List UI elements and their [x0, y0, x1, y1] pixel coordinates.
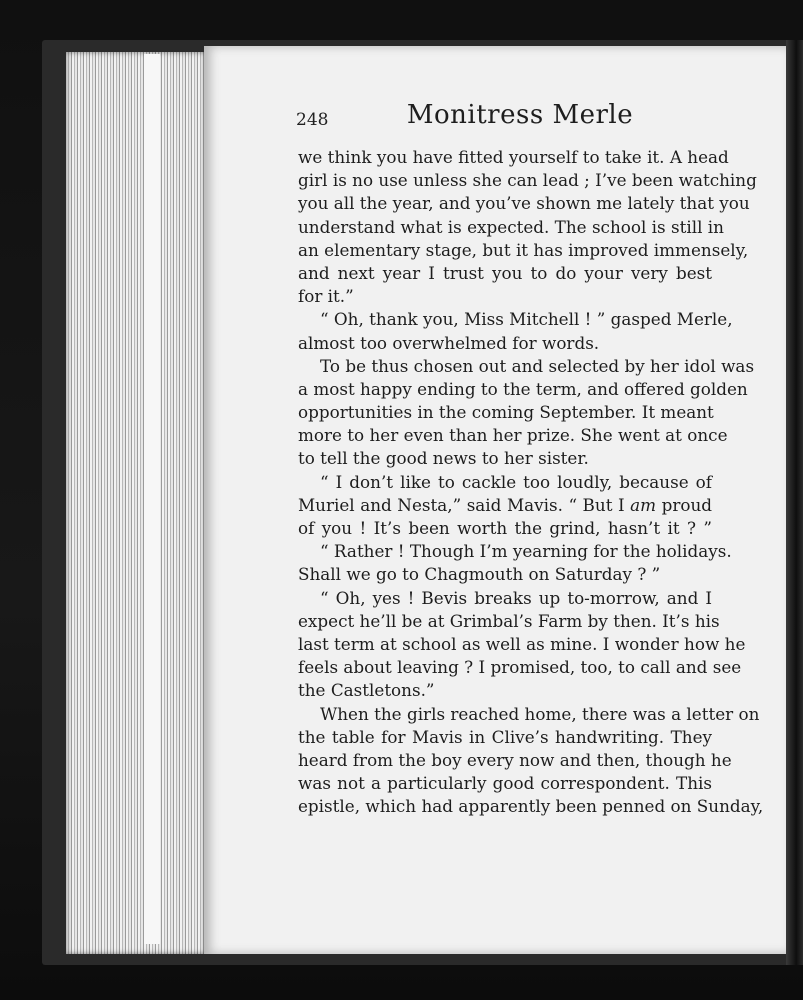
text-line: “ I don’t like to cackle too loudly, because of: [320, 471, 712, 492]
text-line: “ Rather ! Though I’m yearning for the holidays.: [320, 541, 732, 562]
text-line: heard from the boy every now and then, though he: [298, 749, 732, 770]
page-edge-highlight: [144, 54, 160, 944]
text-line: the Castletons.”: [298, 680, 435, 701]
book-spine-edge: [786, 40, 803, 965]
running-title: Monitress Merle: [406, 100, 634, 130]
text-line: expect he’ll be at Grimbal’s Farm by then. It’s his: [298, 610, 720, 631]
text-line: understand what is expected. The school is still in: [298, 216, 724, 237]
page-number: 248: [296, 110, 329, 130]
emphasized-word: am: [630, 494, 657, 515]
text-line: an elementary stage, but it has improved immensely,: [298, 239, 749, 260]
text-segment: proud: [661, 494, 712, 515]
page-edges: [66, 52, 206, 954]
text-line: Shall we go to Chagmouth on Saturday ? ”: [298, 564, 661, 585]
text-line: the table for Mavis in Clive’s handwriting. They: [298, 726, 712, 747]
text-line: we think you have fitted yourself to take it. A head: [298, 147, 729, 167]
body-text: [298, 146, 764, 818]
text-line: you all the year, and you’ve shown me lately that you: [298, 193, 750, 214]
text-line-mixed: [298, 494, 712, 517]
text-line: a most happy ending to the term, and offered golden: [298, 378, 748, 399]
text-line: When the girls reached home, there was a letter on: [320, 703, 760, 724]
text-line: for it.”: [298, 286, 354, 307]
text-line: girl is no use unless she can lead ; I’ve been watching: [298, 170, 757, 191]
text-line: “ Oh, yes ! Bevis breaks up to-morrow, and I: [320, 587, 712, 608]
page-header: [296, 100, 716, 136]
text-line: and next year I trust you to do your very best: [298, 262, 712, 283]
text-line: opportunities in the coming September. It meant: [298, 402, 714, 423]
text-line: to tell the good news to her sister.: [298, 448, 589, 469]
text-line: feels about leaving ? I promised, too, to call and see: [298, 657, 742, 678]
text-line: To be thus chosen out and selected by her idol was: [320, 355, 755, 376]
text-segment: Muriel and Nesta,” said Mavis. “ But I: [298, 494, 625, 515]
text-line: almost too overwhelmed for words.: [298, 332, 600, 353]
text-line: last term at school as well as mine. I wonder how he: [298, 633, 746, 654]
text-line: of you ! It’s been worth the grind, hasn’t it ? ”: [298, 518, 712, 538]
text-line: “ Oh, thank you, Miss Mitchell ! ” gasped Merle,: [320, 309, 733, 330]
text-line: more to her even than her prize. She went at once: [298, 425, 728, 446]
text-line: epistle, which had apparently been penned on Sunday,: [298, 796, 764, 817]
text-line: was not a particularly good correspondent. This: [298, 773, 712, 794]
